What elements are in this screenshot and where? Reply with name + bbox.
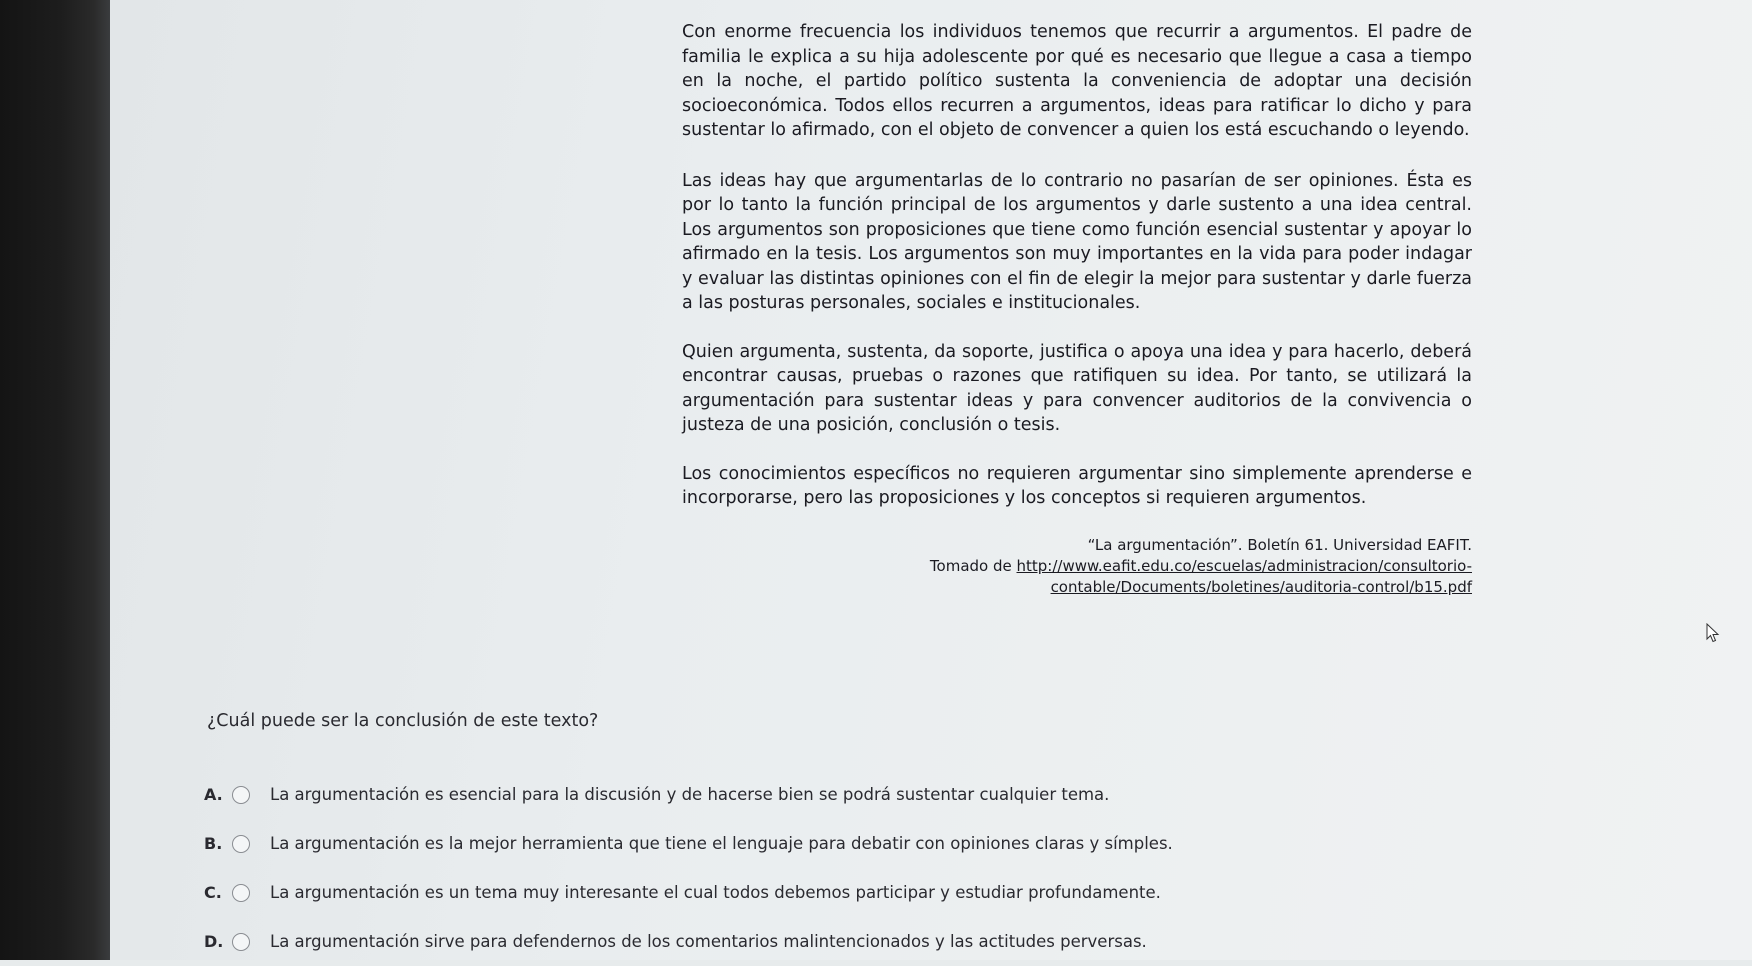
option-c-radio[interactable] [232,884,250,902]
paragraph-1: Con enorme frecuencia los individuos tenemos que recurrir a argumentos. El padre de familia le explica a su hija adolescente por qué es necesario que llegue a casa a tiempo en la noche, el partido político sustenta la conveniencia de adoptar una decisión socioeconómica. Todos ellos recurren a argumentos, ideas para ratificar lo dicho y para sustentar lo afirmado, con el objeto de convencer a quien los está escuchando o leyendo. [682,22,1472,140]
citation-link-part-2[interactable]: contable/Documents/boletines/auditoria-control/b15.pdf [1050,577,1472,596]
citation-link-part-1[interactable]: http://www.eafit.edu.co/escuelas/administracion/consultorio- [1016,556,1472,575]
option-b-text[interactable]: La argumentación es la mejor herramienta que tiene el lenguaje para debatir con opiniones claras y símples. [270,834,1173,853]
option-c[interactable] [204,868,1304,917]
option-b[interactable] [204,819,1304,868]
question-prompt: ¿Cuál puede ser la conclusión de este texto? [207,711,599,731]
option-a-text[interactable]: La argumentación es esencial para la discusión y de hacerse bien se podrá sustentar cualquier tema. [270,785,1110,804]
reading-passage [682,20,1472,598]
answer-options [204,770,1304,966]
paragraph-3: Quien argumenta, sustenta, da soporte, justifica o apoya una idea y para hacerlo, deberá encontrar causas, pruebas o razones que ratifiquen su idea. Por tanto, se utilizará la argumentación para sustentar ideas y para convencer auditorios de la convivencia o justeza de una posición, conclusión o tesis. [682,341,1472,435]
option-d-text[interactable]: La argumentación sirve para defendernos de los comentarios malintencionados y las actitudes perversas. [270,932,1147,951]
paragraph-4: Los conocimientos específicos no requieren argumentar sino simplemente aprenderse e incorporarse, pero las proposiciones y los conceptos si requieren argumentos. [682,463,1472,508]
paragraph-2: Las ideas hay que argumentarlas de lo contrario no pasarían de ser opiniones. Ésta es por lo tanto la función principal de los argumentos y darle sustento a una idea central. Los argumentos son proposiciones que tiene como función esencial sustentar y apoyar lo afirmado en la tesis. Los argumentos son muy importantes en la vida para poder indagar y evaluar las distintas opiniones con el fin de elegir la mejor para sustentar y darle fuerza a las posturas personales, sociales e institucionales. [682,170,1472,313]
citation-source: “La argumentación”. Boletín 61. Universidad EAFIT. [1087,535,1472,554]
option-c-letter: C. [204,883,222,902]
citation-taken-from: Tomado de [929,556,1017,575]
option-a[interactable] [204,770,1304,819]
option-a-letter: A. [204,785,223,804]
option-b-radio[interactable] [232,835,250,853]
option-b-letter: B. [204,834,223,853]
mouse-pointer-icon [1706,623,1720,643]
option-d[interactable] [204,917,1304,966]
monitor-bezel [0,0,110,960]
option-d-letter: D. [204,932,224,951]
option-c-text[interactable]: La argumentación es un tema muy interesante el cual todos debemos participar y estudiar profundamente. [270,883,1161,902]
citation [682,535,1472,598]
option-a-radio[interactable] [232,786,250,804]
citation-url-row [682,556,1472,577]
option-d-radio[interactable] [232,933,250,951]
